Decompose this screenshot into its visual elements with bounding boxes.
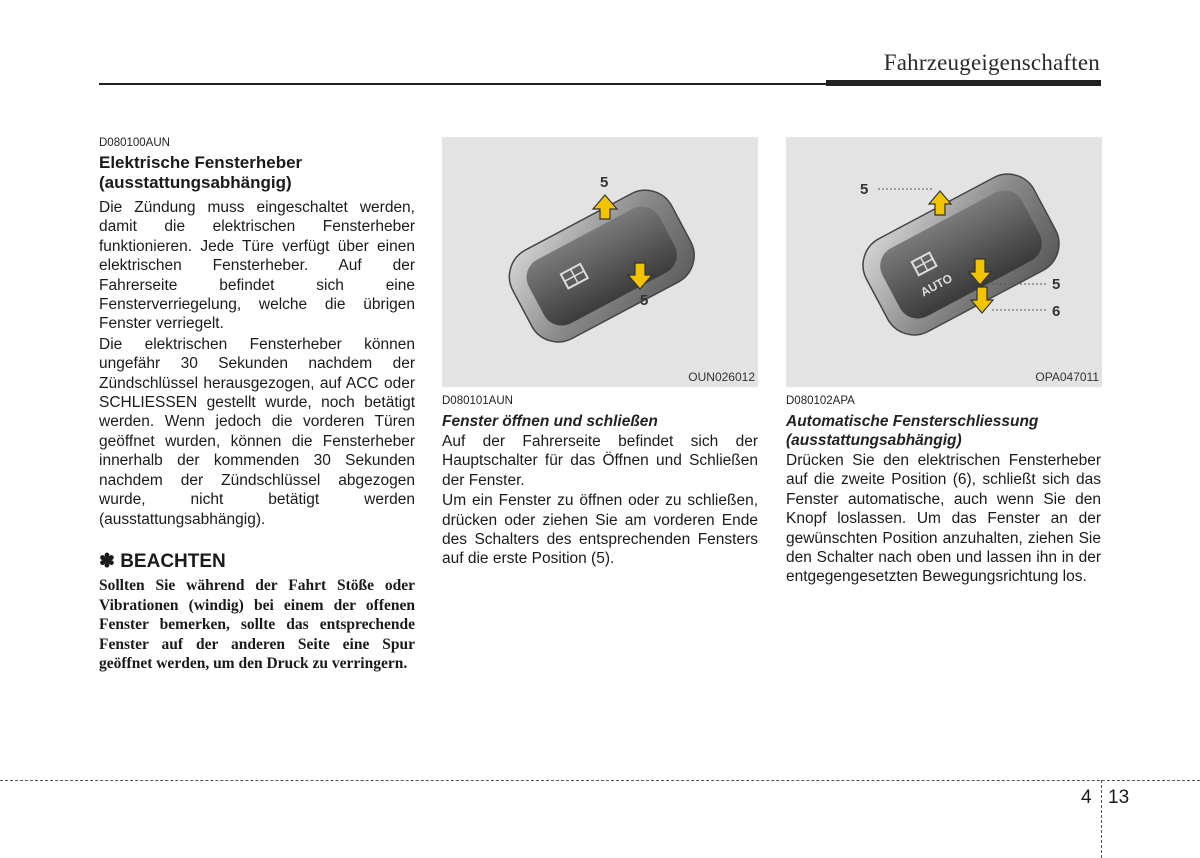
section-code: D080100AUN: [99, 137, 170, 149]
footer-divider-vertical: [1101, 780, 1102, 858]
figure-caption: OUN026012: [688, 370, 755, 384]
section-heading-line1: Automatische Fensterschliessung: [786, 413, 1039, 430]
section-heading-line2: (ausstattungsabhängig): [786, 432, 962, 449]
auto-label: AUTO: [918, 271, 955, 300]
column-middle: [442, 137, 758, 570]
figure-label-down: 5: [640, 292, 649, 309]
footer-divider: [0, 780, 1200, 781]
page-header-title: Fahrzeugeigenschaften: [883, 50, 1100, 75]
column-right: [786, 137, 1101, 588]
note-icon: ✽: [99, 550, 115, 572]
chapter-number: 4: [1081, 787, 1092, 808]
section-code: D080101AUN: [442, 395, 513, 407]
section-heading: [99, 153, 415, 193]
note-heading: [99, 551, 415, 573]
header-rule-accent: [826, 80, 1101, 86]
paragraph: Drücken Sie den elektrischen Fensterheber auf die zweite Position (6), schließt sich das Fenster automatische, auch wenn Sie den Knopf loslassen. Um das Fenster an der gewünschten Position anzuhalten, ziehen Sie den Schalter nach oben und lassen ihn in der entgegengesetzten Bewegungsrichtung los.: [786, 452, 1101, 586]
page-number: 13: [1108, 787, 1130, 808]
section-heading-line2: (ausstattungsabhängig): [99, 173, 292, 192]
auto-window-switch-figure: [786, 137, 1102, 387]
paragraph: Um ein Fenster zu öffnen oder zu schließen, drücken oder ziehen Sie am vorderen Ende des Schalters des entsprechenden Fensters auf die erste Position (5).: [442, 492, 758, 568]
section-heading: [786, 412, 1101, 450]
figure-caption: OPA047011: [1035, 370, 1099, 384]
note-text: Sollten Sie während der Fahrt Stöße oder Vibrationen (windig) bei einem der offenen Fenster bemerken, sollte das entsprechende Fenster auf der anderen Seite eine Spur geöffnet werden, um den Druck zu verringern.: [99, 576, 415, 673]
section-heading-line1: Elektrische Fensterheber: [99, 153, 303, 172]
figure-label-up: 5: [860, 181, 869, 198]
section-code: D080102APA: [786, 395, 855, 407]
section-heading: Fenster öffnen und schließen: [442, 413, 658, 430]
figure-label-up: 5: [600, 174, 609, 191]
figure-label-down-first: 5: [1052, 276, 1061, 293]
note-heading-label: BEACHTEN: [120, 550, 226, 572]
window-switch-illustration: [442, 137, 758, 387]
paragraph: Die elektrischen Fensterheber können ungefähr 30 Sekunden nachdem der Zündschlüssel herausgezogen, auf ACC oder SCHLIESSEN gestellt wurde, noch betätigt werden. Wenn jedoch die vorderen Türen geöffnet wurden, können die Fensterheber innerhalb der kommenden 30 Sekunden nachdem der Zündschlüssel abgezogen wurde, nicht betätigt werden (ausstattungsabhängig).: [99, 335, 415, 528]
paragraph: Auf der Fahrerseite befindet sich der Hauptschalter für das Öffnen und Schließen der Fenster.: [442, 433, 758, 489]
column-left: [99, 136, 415, 674]
paragraph: Die Zündung muss eingeschaltet werden, damit die elektrischen Fensterheber funktionieren. Jede Türe verfügt über einen elektrischen Fensterheber. Auf der Fahrerseite befindet sich eine Fensterverriegelung, welche die übrigen Fenster verriegelt.: [99, 199, 415, 333]
window-switch-figure: [442, 137, 758, 387]
figure-label-down-second: 6: [1052, 303, 1061, 320]
header-rule: [99, 83, 826, 85]
auto-window-switch-illustration: [786, 137, 1102, 387]
